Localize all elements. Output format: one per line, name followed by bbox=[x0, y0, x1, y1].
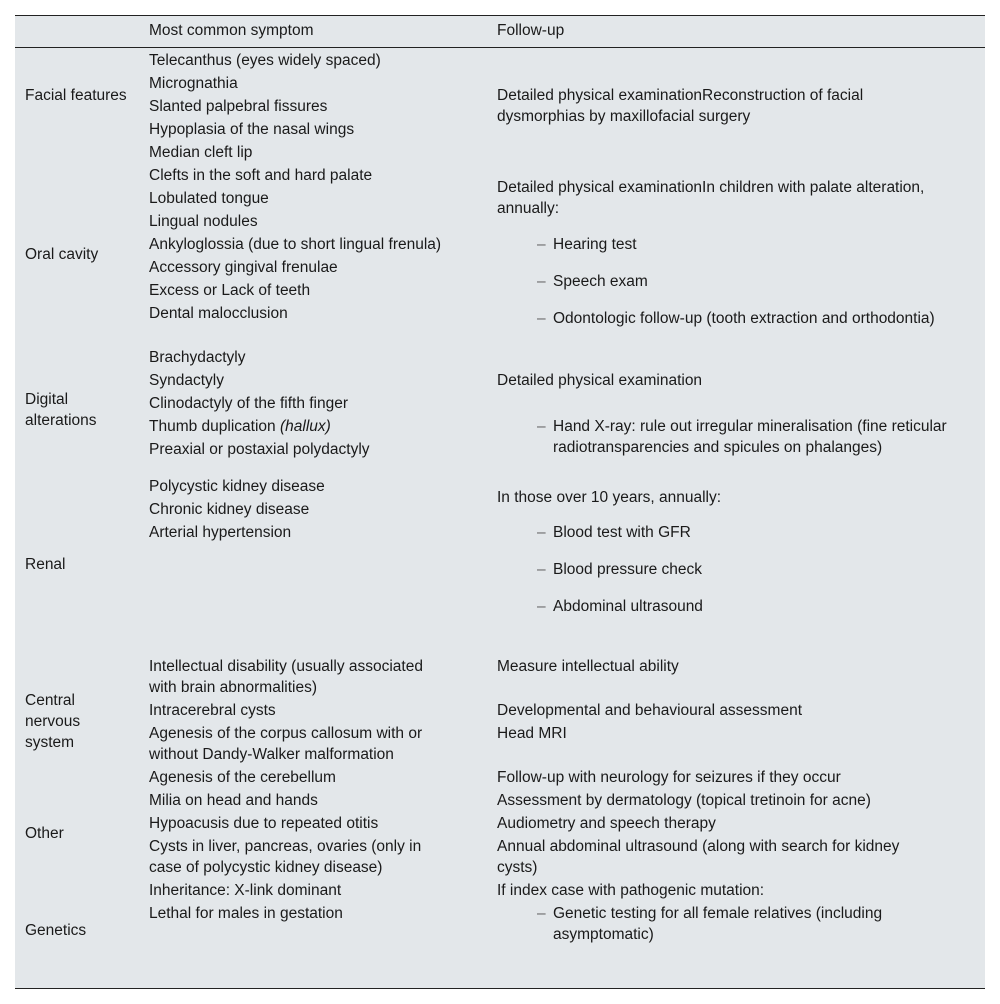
followup-text: If index case with pathogenic mutation: bbox=[497, 882, 765, 899]
symptom-item: Accessory gingival frenulae bbox=[149, 259, 338, 276]
followup-bullet: Odontologic follow-up (tooth extraction and orthodontia) bbox=[553, 310, 935, 327]
bullet-dash: – bbox=[537, 273, 546, 290]
bullet-dash: – bbox=[537, 524, 546, 541]
symptom-item: Preaxial or postaxial polydactyly bbox=[149, 441, 370, 458]
followup-text: Detailed physical examinationReconstruction of facial dysmorphias by maxillofacial surgery bbox=[497, 87, 864, 125]
symptom-item: Excess or Lack of teeth bbox=[149, 282, 311, 299]
header-followup: Follow-up bbox=[497, 22, 565, 39]
bullet-dash: – bbox=[537, 905, 546, 922]
symptom-item: Lethal for males in gestation bbox=[149, 905, 343, 922]
symptom-item bbox=[149, 416, 331, 437]
symptom-item: Dental malocclusion bbox=[149, 305, 288, 322]
followup-bullet: Blood pressure check bbox=[553, 561, 703, 578]
clinical-table bbox=[15, 15, 985, 989]
followup-text: Assessment by dermatology (topical tretinoin for acne) bbox=[497, 792, 871, 809]
followup-text: Head MRI bbox=[497, 725, 567, 742]
symptom-item: Lobulated tongue bbox=[149, 190, 269, 207]
symptom-item: Micrognathia bbox=[149, 75, 238, 92]
symptom-item: Lingual nodules bbox=[149, 213, 258, 230]
symptom-item: Intellectual disability (usually associated with brain abnormalities) bbox=[149, 658, 423, 696]
followup-text: Audiometry and speech therapy bbox=[497, 815, 716, 832]
followup-bullet: Genetic testing for all female relatives (including asymptomatic) bbox=[553, 905, 883, 943]
followup-bullet: Speech exam bbox=[553, 273, 648, 290]
followup-text: Detailed physical examinationIn children with palate alteration, annually: bbox=[497, 179, 925, 217]
symptom-item: Ankyloglossia (due to short lingual frenula) bbox=[149, 236, 442, 253]
symptom-item: Cysts in liver, pancreas, ovaries (only in case of polycystic kidney disease) bbox=[149, 838, 422, 876]
symptom-item: Arterial hypertension bbox=[149, 524, 292, 541]
followup-text: Developmental and behavioural assessment bbox=[497, 702, 803, 719]
followup-bullet: Hand X-ray: rule out irregular mineralisation (fine reticular radiotransparencies and spicules on phalanges) bbox=[553, 418, 947, 456]
bullet-dash: – bbox=[537, 561, 546, 578]
symptom-item: Telecanthus (eyes widely spaced) bbox=[149, 52, 381, 69]
symptom-item: Clefts in the soft and hard palate bbox=[149, 167, 373, 184]
header-rule bbox=[15, 47, 985, 48]
row-category-genetics: Genetics bbox=[25, 922, 87, 939]
symptom-item: Polycystic kidney disease bbox=[149, 478, 325, 495]
symptom-text: Thumb duplication bbox=[149, 418, 276, 435]
symptom-item: Agenesis of the corpus callosum with or without Dandy-Walker malformation bbox=[149, 725, 423, 763]
row-category-renal: Renal bbox=[25, 556, 66, 573]
symptom-item: Chronic kidney disease bbox=[149, 501, 310, 518]
symptom-item: Clinodactyly of the fifth finger bbox=[149, 395, 349, 412]
table-top-rule bbox=[15, 15, 985, 16]
followup-text: Follow-up with neurology for seizures if they occur bbox=[497, 769, 841, 786]
symptom-item: Syndactyly bbox=[149, 372, 224, 389]
symptom-item: Hypoacusis due to repeated otitis bbox=[149, 815, 379, 832]
table-bottom-rule bbox=[15, 988, 985, 989]
symptom-item: Agenesis of the cerebellum bbox=[149, 769, 336, 786]
bullet-dash: – bbox=[537, 310, 546, 327]
followup-text: Detailed physical examination bbox=[497, 372, 703, 389]
symptom-item: Intracerebral cysts bbox=[149, 702, 276, 719]
row-category-cns: Central nervous system bbox=[25, 692, 81, 751]
symptom-item: Inheritance: X-link dominant bbox=[149, 882, 342, 899]
symptom-italic-note: (hallux) bbox=[279, 418, 331, 435]
followup-text: In those over 10 years, annually: bbox=[497, 489, 722, 506]
symptom-item: Slanted palpebral fissures bbox=[149, 98, 328, 115]
row-category-digital: Digital alterations bbox=[25, 391, 97, 429]
symptom-item: Brachydactyly bbox=[149, 349, 246, 366]
row-category-oral: Oral cavity bbox=[25, 246, 99, 263]
followup-bullet: Hearing test bbox=[553, 236, 637, 253]
bullet-dash: – bbox=[537, 236, 546, 253]
row-category-facial: Facial features bbox=[25, 87, 127, 104]
symptom-item: Median cleft lip bbox=[149, 144, 253, 161]
bullet-dash: – bbox=[537, 418, 546, 435]
symptom-item: Hypoplasia of the nasal wings bbox=[149, 121, 355, 138]
header-symptom: Most common symptom bbox=[149, 22, 314, 39]
symptom-item: Milia on head and hands bbox=[149, 792, 318, 809]
followup-text: Measure intellectual ability bbox=[497, 658, 679, 675]
row-category-other: Other bbox=[25, 825, 64, 842]
followup-text: Annual abdominal ultrasound (along with search for kidney cysts) bbox=[497, 838, 900, 876]
bullet-dash: – bbox=[537, 598, 546, 615]
followup-bullet: Blood test with GFR bbox=[553, 524, 691, 541]
followup-bullet: Abdominal ultrasound bbox=[553, 598, 703, 615]
